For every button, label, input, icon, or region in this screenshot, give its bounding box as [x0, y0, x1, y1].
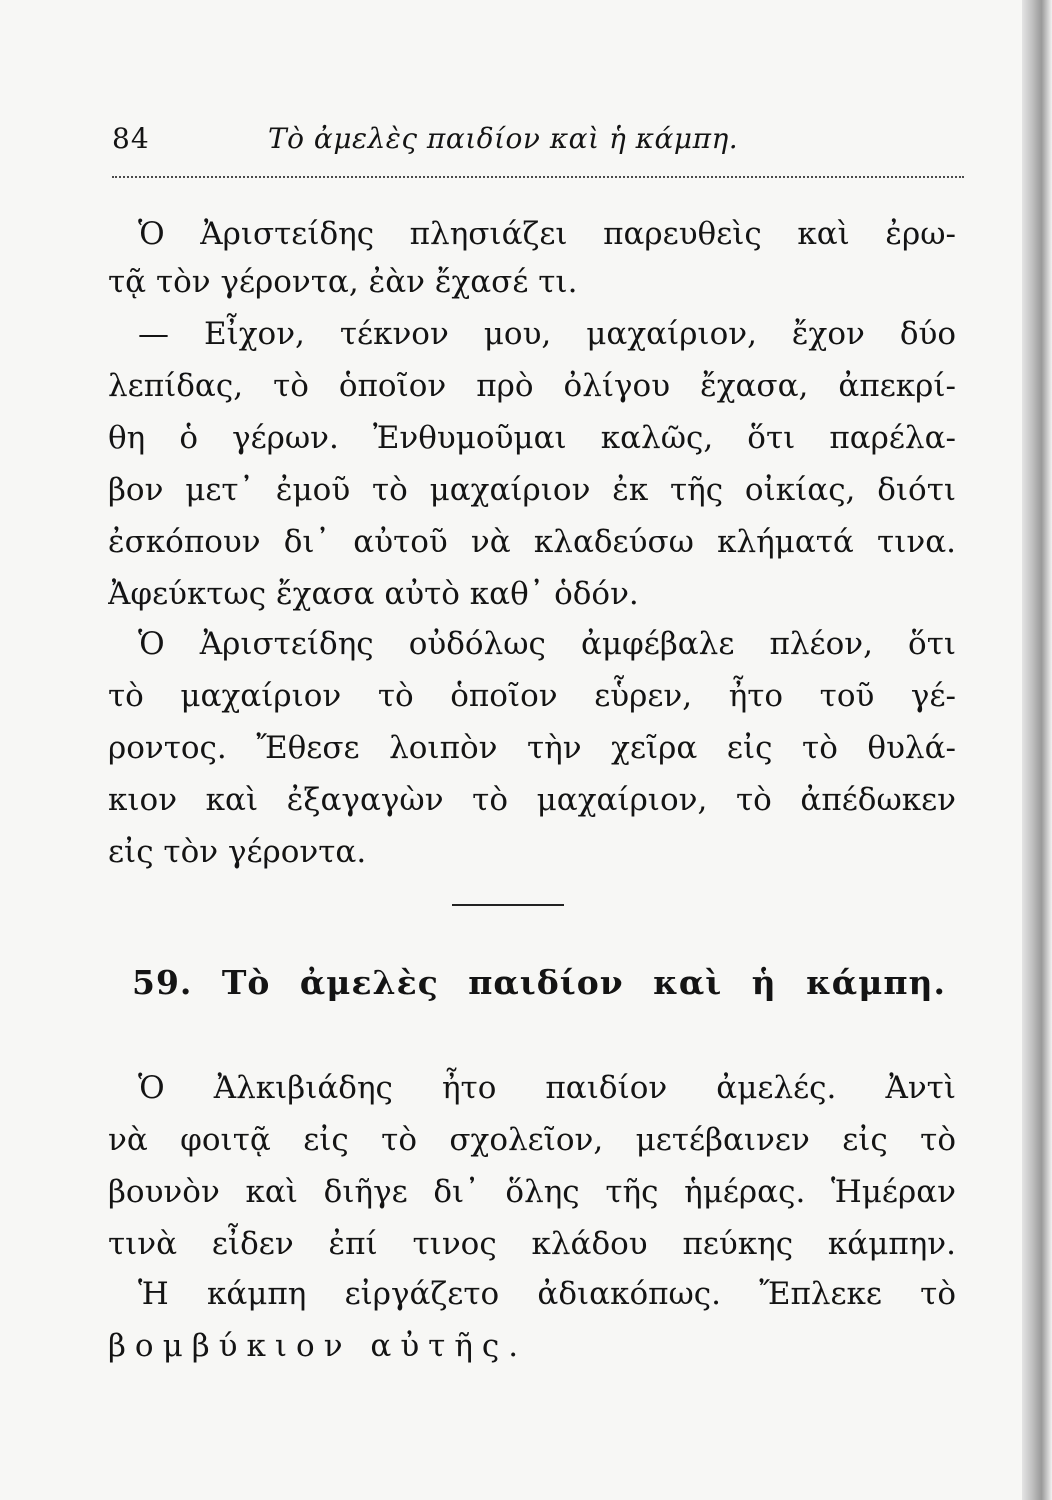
paragraph-line: εἰς τὸν γέροντα.: [108, 834, 367, 870]
page-header: [112, 122, 962, 162]
paragraph-line: Ἡ κάμπη εἰργάζετο ἀδιακόπως. Ἔπλεκε τὸ: [138, 1276, 956, 1312]
section-divider: [452, 904, 564, 906]
paragraph-line: τᾷ τὸν γέροντα, ἐὰν ἔχασέ τι.: [108, 264, 578, 300]
page-number: 84: [112, 122, 150, 155]
paragraph-line: κιον καὶ ἐξαγαγὼν τὸ μαχαίριον, τὸ ἀπέδωκεν: [108, 782, 956, 818]
paragraph-line: Ὁ Ἀλκιβιάδης ἦτο παιδίον ἀμελές. Ἀντὶ: [138, 1070, 956, 1106]
paragraph-line: βουνὸν καὶ διῆγε δι᾽ ὅλης τῆς ἡμέρας. Ἡμέραν: [108, 1174, 956, 1210]
header-divider: [112, 176, 964, 178]
paragraph-line: βομβύκιον αὐτῆς.: [108, 1328, 528, 1364]
paragraph-line: — Εἶχον, τέκνον μου, μαχαίριον, ἔχον δύο: [138, 316, 956, 352]
paragraph-line: ἐσκόπουν δι᾽ αὐτοῦ νὰ κλαδεύσω κλήματά τινα.: [108, 524, 956, 560]
paragraph-line: νὰ φοιτᾷ εἰς τὸ σχολεῖον, μετέβαινεν εἰς τὸ: [108, 1122, 956, 1158]
running-title: Τὸ ἀμελὲς παιδίον καὶ ἡ κάμπη.: [268, 122, 739, 155]
paragraph-line: Ἀφεύκτως ἔχασα αὐτὸ καθ᾽ ὁδόν.: [108, 576, 639, 612]
paragraph-line: ροντος. Ἔθεσε λοιπὸν τὴν χεῖρα εἰς τὸ θυλά-: [108, 730, 956, 766]
paragraph-line: τινὰ εἶδεν ἐπί τινος κλάδου πεύκης κάμπην.: [108, 1226, 956, 1262]
paragraph-line: Ὁ Ἀριστείδης πλησιάζει παρευθεὶς καὶ ἐρω-: [138, 216, 956, 252]
paragraph-line: Ὁ Ἀριστείδης οὐδόλως ἀμφέβαλε πλέον, ὅτι: [138, 626, 956, 662]
section-heading: [132, 956, 946, 1010]
section-number: 59.: [132, 963, 193, 1002]
page-binding-edge: [1022, 0, 1052, 1500]
paragraph-line: θη ὁ γέρων. Ἐνθυμοῦμαι καλῶς, ὅτι παρέλα-: [108, 420, 956, 456]
section-title: Τὸ ἀμελὲς παιδίον καὶ ἡ κάμπη.: [221, 963, 946, 1002]
paragraph-line: βον μετ᾽ ἐμοῦ τὸ μαχαίριον ἐκ τῆς οἰκίας, διότι: [108, 472, 956, 508]
paragraph-line: τὸ μαχαίριον τὸ ὁποῖον εὗρεν, ἦτο τοῦ γέ-: [108, 678, 956, 714]
paragraph-line: λεπίδας, τὸ ὁποῖον πρὸ ὀλίγου ἔχασα, ἀπεκρί-: [108, 368, 956, 404]
